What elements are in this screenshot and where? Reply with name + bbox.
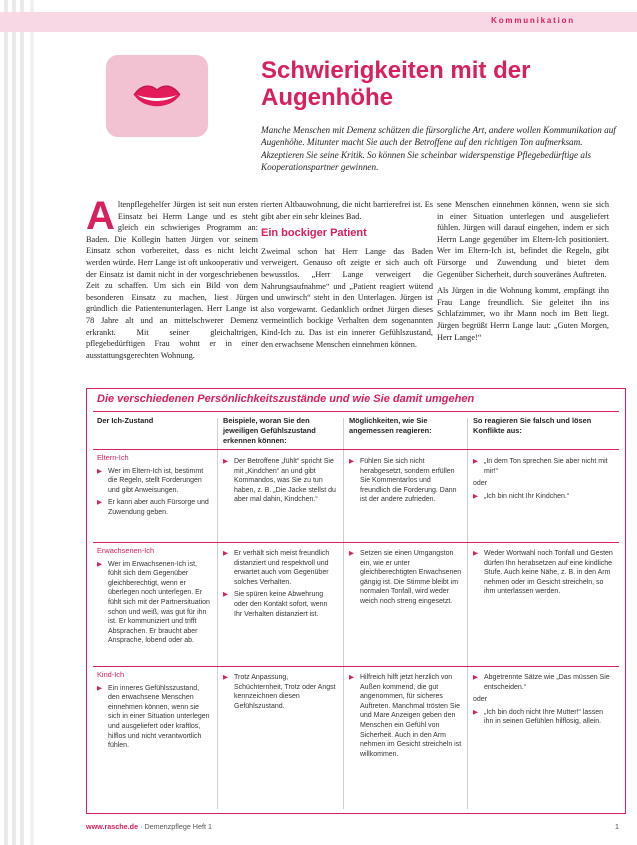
table-header-examples: Beispiele, woran Sie den jeweiligen Gefühlszustand erkennen können: (223, 416, 316, 445)
row-label: Erwachsenen-Ich (97, 546, 155, 555)
list-item: ▶ Wer im Erwachsenen-Ich ist, fühlt sich dem Gegenüber gleichberechtigt, wenn er überlegen noch unterlegen. Er fühlt sich mit der Partnersituation schon und weiß, was gut für ihn ist. Er kommuniziert und trifft Absprachen. Er braucht aber Ansprache, lobend oder ab. (97, 560, 211, 646)
col1-paragraph: ltenpflegehelfer Jürgen ist seit nun ersten Einsatz bei Herrn Lange und es steht gleich ein schwieriges Programm an: Baden. Die Kollegin hatten Jürgen vor seinem Einsatz schon vorbereitet, dass es nicht leicht werden würde. Herr Lange ist oft unkooperativ und der Einsatz ist damit nicht in der vorgeschriebenen Zeit zu schaffen. Um sich ein Bild von dem besonderen Einsatz zu machen, liest Jürgen gründlich die Patientenunterlagen. Herr Lange ist 78 Jahre alt und an mittelschwerer Demenz erkrankt. Mit seiner gleichaltrigen, pflegebedürftigen Frau wohnt er in einer ausstattungsgerechten Wohnung. (86, 200, 258, 360)
table-title: Die verschiedenen Persönlichkeitszustände und wie Sie damit umgehen (97, 393, 475, 405)
info-table (86, 388, 626, 814)
table-row-1-state (97, 453, 211, 521)
table-row-3-examples (223, 673, 337, 714)
edge-stripe (30, 0, 34, 845)
list-item: ▶ Er kann aber auch Fürsorge und Zuwendung geben. (97, 498, 211, 517)
table-row-2-reactions (349, 549, 463, 610)
list-item: ▶ Weder Wortwahl noch Tonfall und Gesten dürfen Ihn herabsetzen auf eine kindliche Stufe. Auch keine Nähe, z. B. in den Arm nehmen oder im Gesicht streicheln, so ihm unterlassen werden. (473, 549, 613, 597)
section-label: Kommunikation (491, 16, 575, 25)
table-row-2-state (97, 546, 211, 649)
footer-url: www.rasche.de (86, 822, 139, 831)
row-label: Kind-Ich (97, 670, 125, 679)
article-column-2 (261, 199, 433, 355)
table-row-3-reactions (349, 673, 463, 762)
or-label: oder (473, 696, 488, 704)
row-label: Eltern-Ich (97, 453, 129, 462)
subheading: Ein bockiger Patient (261, 227, 367, 240)
list-item: ▶ Der Betroffene „fühlt“ spricht Sie mit „Kindchen“ an und gibt Kommandos, was Sie zu tun haben, z. B. „Die Jacke stellst du aber mal dahin, Kindchen.“ (223, 457, 337, 505)
page-title: Schwierigkeiten mit der Augenhöhe (261, 57, 531, 111)
column-divider (343, 418, 344, 809)
list-item: ▶ Hilfreich hilft jetzt herzlich von Außen kommend, die gut angenommen, für sicheres Auftreten. Manchmal trösten Sie und Mare Anzeigen geben den Menschen ein Gefühl von Sicherheit. Auch in den Arm nehmen im Gesicht streicheln ist willkommen. (349, 673, 463, 759)
table-header-reactions: Möglichkeiten, wie Sie angemessen reagieren: (349, 416, 432, 435)
edge-stripe (20, 0, 24, 845)
table-row-3-state (97, 670, 211, 754)
table-rule (93, 411, 619, 412)
logo-tile (106, 55, 208, 137)
table-row-2-examples (223, 549, 337, 622)
list-item: ▶ Setzen sie einen Umgangston ein, wie er unter gleichberechtigten Erwachsenen gängig ist. Die Stimme bleibt im normalen Tonfall, wird weder weich noch streng eingesetzt. (349, 549, 463, 607)
edge-stripe (4, 0, 8, 845)
col3-paragraph-1: sene Menschen einnehmen können, wenn sie sich in einer Situation unterlegen und ausgeliefert fühlen. Jürgen will darauf eingehen, indem er sich Herrn Lange gegenüber im Eltern-Ich positioniert. Wer im Eltern-Ich ist, befindet die Regeln, gibt Fürsorge und Zuwendung und bietet dem Gegenüber Sicherheit, durch souveränes Auftreten. (437, 200, 609, 279)
page-number: 1 (614, 822, 619, 831)
footer-publication: Demenzpflege Heft 1 (144, 822, 212, 831)
page-footer: www.rasche.de · Demenzpflege Heft 1 (86, 822, 212, 831)
col2-paragraph-1: rierten Altbauwohnung, die nicht barrierefrei ist. Es gibt aber ein sehr kleines Bad. (261, 200, 433, 221)
lips-icon (106, 55, 208, 137)
list-item: ▶ Ein inneres Gefühlsszustand, den erwachsene Menschen einnehmen können, wenn sie sich in einer Situation unterlegen und ausgeliefert oder kraftlos, hilflos und nicht verantwortlich fühlen. (97, 684, 211, 751)
list-item: ▶ Sie spüren keine Abwehrung oder den Kontakt sofort, wenn Ihr Verhalten distanziert ist. (223, 590, 337, 619)
list-item: ▶ „Ich bin doch nicht Ihre Mutter!“ lassen ihn in seinen Gefühlen hilflosig, allein. (473, 708, 613, 727)
col2-paragraph-2: Zweimal schon hat Herr Lange das Baden verweigert. Genauso oft zeigte er sich auch oft bewusstlos. „Herr Lange verweigert die Nahrungsaufnahme“ und „Patient reagiert wütend und unwirsch“ steht in den Unterlagen. Jürgen ist also vorgewarnt. Gedanklich ordnet Jürgen dieses vermeintlich bockige Verhalten dem sogenannten Kind-Ich zu. Das ist ein innerer Gefühlszustand, den erwachsene Menschen einnehmen können. (261, 246, 433, 349)
table-row-1-reactions (349, 457, 463, 508)
list-item: ▶ Fühlen Sie sich nicht herabgesetzt, sondern erfüllen Sie Kommentarlos und freundlich die Forderung. Dann ist der andere zufrieden. (349, 457, 463, 505)
table-row-3-mistakes (473, 673, 613, 730)
list-item: ▶ Abgetrennte Sätze wie „Das müssen Sie entscheiden.“ (473, 673, 613, 692)
column-divider (217, 418, 218, 809)
list-item: ▶ Er verhält sich meist freundlich distanziert und respektvoll und erwartet auch vom Gegenüber solches Verhalten. (223, 549, 337, 587)
list-item: ▶ Wer im Eltern-Ich ist, bestimmt die Regeln, stellt Forderungen und gibt Anweisungen. (97, 467, 211, 496)
column-divider (467, 418, 468, 809)
table-row-1-examples (223, 457, 337, 508)
edge-stripe (12, 0, 16, 845)
lead-paragraph: Manche Menschen mit Demenz schätzen die fürsorgliche Art, andere wollen Kommunikation auf Augenhöhe. Mitunter macht Sie auch der Betroffene auf den richtigen Ton aufmerksam. Akzeptieren Sie seine Kritik. So können Sie scheinbar widerspenstige Pflegebedürftige als Kooperationspartner gewinnen. (261, 125, 616, 173)
list-item: ▶ „Ich bin nicht Ihr Kindchen.“ (473, 492, 613, 502)
row-divider (93, 449, 619, 450)
table-row-2-mistakes (473, 549, 613, 600)
col3-paragraph-2: Als Jürgen in die Wohnung kommt, empfängt ihn Frau Lange freundlich. Sie geleitet ihn ins Schlafzimmer, wo ihr Mann noch im Bett liegt. Jürgen begrüßt Herrn Lange laut: „Guten Morgen, Herr Lange!“ (437, 286, 609, 342)
table-row-1-mistakes (473, 457, 613, 504)
article-column-3 (437, 199, 609, 348)
table-header-state: Der Ich-Zustand (97, 416, 154, 425)
or-label: oder (473, 480, 488, 488)
table-header-mistakes: So reagieren Sie falsch und lösen Konflikte aus: (473, 416, 592, 435)
article-column-1 (86, 194, 258, 366)
list-item: ▶ Trotz Anpassung, Schüchternheit, Trotz oder Angst kennzeichnen diesen Gefühlszustand. (223, 673, 337, 711)
row-divider (93, 666, 619, 667)
list-item: ▶ „In dem Ton sprechen Sie aber nicht mit mir!“ (473, 457, 613, 476)
dropcap-letter: A (86, 194, 115, 238)
row-divider (93, 542, 619, 543)
